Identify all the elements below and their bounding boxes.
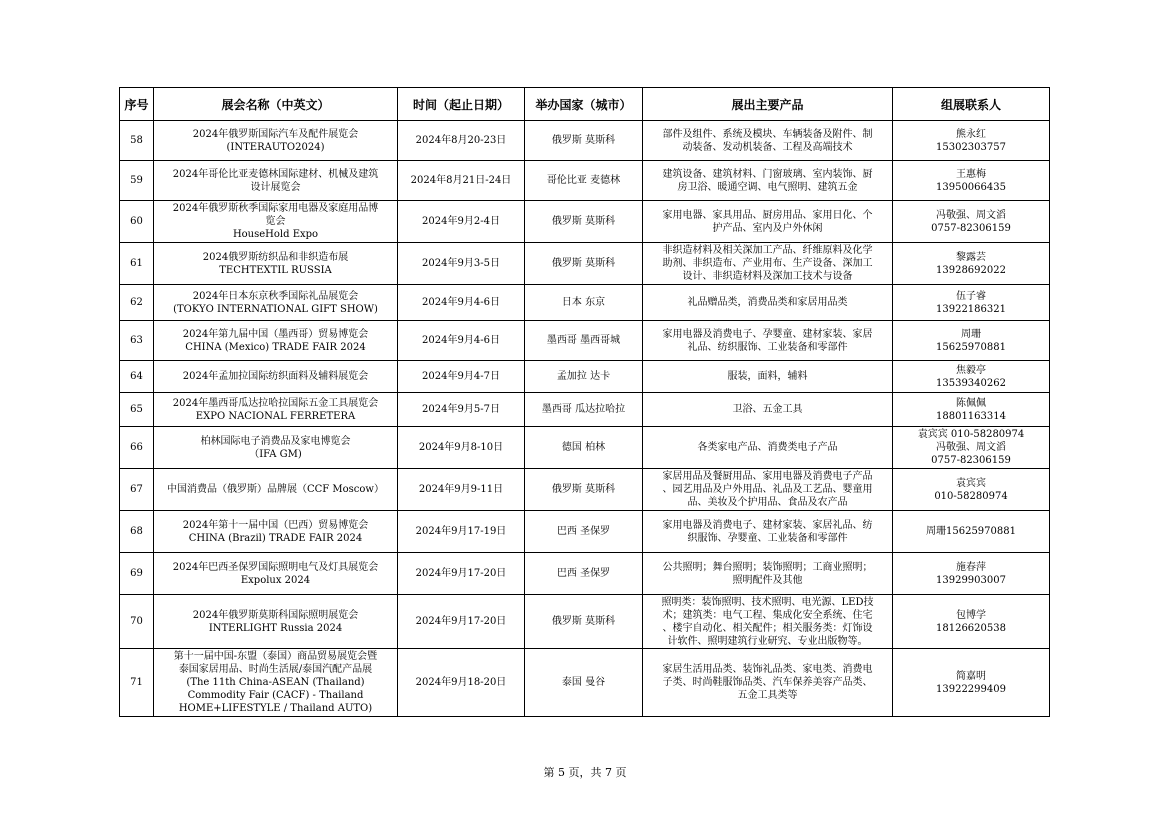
contact-line: 15302303757 <box>936 141 1006 153</box>
table-row <box>120 649 1050 717</box>
cell-products <box>643 427 893 469</box>
cell-no: 70 <box>120 595 154 649</box>
cell-no: 67 <box>120 469 154 511</box>
products-line: 织服饰、孕婴童、工业装备和零部件 <box>687 532 848 544</box>
name-line: 2024年第十一届中国（巴西）贸易博览会 <box>182 519 369 531</box>
products-line: 品、美妆及个护用品、食品及农产品 <box>687 497 848 508</box>
products-line: 礼品赠品类，消费品类和家居用品类 <box>687 297 848 308</box>
contact-line: 18126620538 <box>936 622 1006 634</box>
exhibition-table <box>119 87 1050 717</box>
table-row <box>120 121 1050 161</box>
cell-contact <box>893 243 1050 285</box>
cell-country: 日本 东京 <box>525 285 643 321</box>
cell-no: 69 <box>120 553 154 595</box>
products-line: 家用电器及消费电子、建材家装、家居礼品、纺 <box>662 519 873 531</box>
cell-date: 2024年9月4-6日 <box>398 285 525 321</box>
name-line: 第十一届中国-东盟（泰国）商品贸易展览会暨 <box>173 651 378 662</box>
name-line: TECHTEXTIL RUSSIA <box>219 264 332 276</box>
name-line: 柏林国际电子消费品及家电博览会 <box>200 435 351 447</box>
header-contact: 组展联系人 <box>893 88 1050 121</box>
cell-date: 2024年9月9-11日 <box>398 469 525 511</box>
products-line: 助剂、非织造布、产业用布、生产设备、深加工 <box>662 258 873 269</box>
products-line: 家居用品及餐厨用品、家用电器及消费电子产品 <box>662 471 873 482</box>
cell-date: 2024年9月8-10日 <box>398 427 525 469</box>
cell-country: 俄罗斯 莫斯科 <box>525 201 643 243</box>
contact-line: 陈佩佩 <box>956 397 986 409</box>
name-line: CHINA (Mexico) TRADE FAIR 2024 <box>185 341 366 353</box>
contact-line: 熊永红 <box>956 128 986 140</box>
contact-line: 13950066435 <box>936 181 1006 193</box>
header-row <box>120 88 1050 121</box>
cell-country: 墨西哥 墨西哥城 <box>525 321 643 361</box>
name-line: Expolux 2024 <box>240 574 311 586</box>
contact-line: 13922299409 <box>936 683 1006 695</box>
name-line: 泰国家居用品、时尚生活展/泰国汽配产品展 <box>178 664 373 675</box>
cell-no: 65 <box>120 393 154 427</box>
products-line: 家用电器及消费电子、孕婴童、建材家装、家居 <box>662 328 873 340</box>
cell-name <box>154 469 398 511</box>
name-line: 2024俄罗斯纺织品和非织造布展 <box>202 251 349 263</box>
name-line: HOME+LIFESTYLE / Thailand AUTO) <box>178 703 373 714</box>
page-footer: 第 5 页，共 7 页 <box>543 766 627 779</box>
contact-line: 0757-82306159 <box>931 455 1011 466</box>
cell-no: 59 <box>120 161 154 201</box>
cell-contact <box>893 321 1050 361</box>
name-line: （IFA GM) <box>249 448 302 460</box>
cell-country: 俄罗斯 莫斯科 <box>525 595 643 649</box>
cell-country: 孟加拉 达卡 <box>525 361 643 393</box>
products-line: 动装备、发动机装备、工程及高端技术 <box>682 141 853 153</box>
products-line: 设计、非织造材料及深加工技术与设备 <box>682 271 853 282</box>
products-line: 计软件、照明建筑行业研究、专业出版物等。 <box>667 635 868 647</box>
cell-no: 62 <box>120 285 154 321</box>
table-row <box>120 161 1050 201</box>
cell-name <box>154 361 398 393</box>
cell-country: 巴西 圣保罗 <box>525 553 643 595</box>
cell-country: 俄罗斯 莫斯科 <box>525 469 643 511</box>
table-body <box>120 121 1050 717</box>
cell-products <box>643 285 893 321</box>
contact-line: 周珊 <box>961 328 981 340</box>
contact-line: 伍子睿 <box>956 290 986 302</box>
cell-name <box>154 393 398 427</box>
cell-name <box>154 161 398 201</box>
cell-contact <box>893 511 1050 553</box>
products-line: 卫浴、五金工具 <box>732 404 803 415</box>
cell-products <box>643 595 893 649</box>
products-line: 照明类：装饰照明、技术照明、电光源、LED技 <box>661 596 874 608</box>
products-line: 五金工具类等 <box>737 690 798 701</box>
products-line: 公共照明；舞台照明；装饰照明；工商业照明； <box>662 561 873 573</box>
cell-date: 2024年9月18-20日 <box>398 649 525 717</box>
cell-name <box>154 427 398 469</box>
cell-products <box>643 649 893 717</box>
products-line: 护产品、室内及户外休闲 <box>712 222 823 234</box>
name-line: 2024年俄罗斯秋季国际家用电器及家庭用品博 <box>172 203 379 214</box>
cell-contact <box>893 469 1050 511</box>
table-row <box>120 361 1050 393</box>
cell-name <box>154 595 398 649</box>
name-line: HouseHold Expo <box>232 229 319 240</box>
table-row <box>120 285 1050 321</box>
cell-contact <box>893 161 1050 201</box>
cell-products <box>643 553 893 595</box>
cell-date: 2024年9月5-7日 <box>398 393 525 427</box>
contact-line: 简嘉明 <box>956 670 986 682</box>
contact-line: 包博学 <box>956 609 986 621</box>
cell-no: 71 <box>120 649 154 717</box>
name-line: 设计展览会 <box>250 181 301 193</box>
table-row <box>120 553 1050 595</box>
cell-contact <box>893 361 1050 393</box>
products-line: 家用电器、家具用品、厨房用品、家用日化、个 <box>662 209 873 221</box>
name-line: (The 11th China-ASEAN (Thailand) <box>186 677 365 688</box>
contact-line: 袁宾宾 010-58280974 <box>917 429 1025 440</box>
table-row <box>120 393 1050 427</box>
cell-name <box>154 121 398 161</box>
cell-contact <box>893 285 1050 321</box>
cell-no: 61 <box>120 243 154 285</box>
cell-country: 泰国 曼谷 <box>525 649 643 717</box>
header-name: 展会名称（中英文） <box>154 88 398 121</box>
cell-date: 2024年9月17-19日 <box>398 511 525 553</box>
header-country: 举办国家（城市） <box>525 88 643 121</box>
cell-date: 2024年9月3-5日 <box>398 243 525 285</box>
name-line: 2024年日本东京秋季国际礼品展览会 <box>192 290 359 302</box>
contact-line: 焦毅亭 <box>956 364 986 376</box>
name-line: 2024年俄罗斯国际汽车及配件展览会 <box>192 128 359 140</box>
products-line: 建筑设备、建筑材料、门窗玻璃、室内装饰、厨 <box>662 168 873 180</box>
products-line: 术；建筑类：电气工程、集成化安全系统、住宅 <box>662 609 873 621</box>
products-line: 子类、时尚鞋服饰品类、汽车保养美容产品类、 <box>662 677 873 688</box>
contact-line: 13928692022 <box>936 264 1006 276</box>
cell-date: 2024年9月17-20日 <box>398 595 525 649</box>
name-line: Commodity Fair (CACF) - Thailand <box>187 690 364 701</box>
cell-products <box>643 393 893 427</box>
contact-line: 13929903007 <box>936 574 1006 586</box>
cell-contact <box>893 201 1050 243</box>
name-line: EXPO NACIONAL FERRETERA <box>195 410 356 422</box>
cell-contact <box>893 121 1050 161</box>
cell-products <box>643 469 893 511</box>
name-line: 览会 <box>265 216 286 227</box>
cell-contact <box>893 595 1050 649</box>
cell-no: 66 <box>120 427 154 469</box>
cell-no: 58 <box>120 121 154 161</box>
cell-contact <box>893 649 1050 717</box>
cell-products <box>643 161 893 201</box>
name-line: 2024年巴西圣保罗国际照明电气及灯具展览会 <box>172 561 379 573</box>
contact-line: 18801163314 <box>936 410 1006 422</box>
name-line: 2024年第九届中国（墨西哥）贸易博览会 <box>182 328 369 340</box>
contact-line: 0757-82306159 <box>931 222 1011 234</box>
cell-contact <box>893 427 1050 469</box>
products-line: 礼品、纺织服饰、工业装备和零部件 <box>687 341 848 353</box>
name-line: CHINA (Brazil) TRADE FAIR 2024 <box>188 532 363 544</box>
contact-line: 冯敬强、周文滔 <box>936 209 1006 221</box>
header-products: 展出主要产品 <box>643 88 893 121</box>
products-line: 各类家电产品、消费类电子产品 <box>697 442 838 453</box>
cell-country: 俄罗斯 莫斯科 <box>525 243 643 285</box>
table-row <box>120 201 1050 243</box>
table-row <box>120 243 1050 285</box>
cell-name <box>154 321 398 361</box>
cell-date: 2024年9月17-20日 <box>398 553 525 595</box>
contact-line: 王惠梅 <box>956 168 986 180</box>
cell-products <box>643 511 893 553</box>
contact-line: 13539340262 <box>936 377 1006 389</box>
products-line: 部件及组件、系统及模块、车辆装备及附件、制 <box>662 128 873 140</box>
cell-name <box>154 285 398 321</box>
contact-line: 周珊15625970881 <box>926 526 1016 537</box>
table-row <box>120 427 1050 469</box>
cell-country: 巴西 圣保罗 <box>525 511 643 553</box>
contact-line: 15625970881 <box>936 341 1006 353</box>
cell-country: 俄罗斯 莫斯科 <box>525 121 643 161</box>
products-line: 服装，面料，辅料 <box>727 371 808 382</box>
cell-no: 63 <box>120 321 154 361</box>
table-row <box>120 511 1050 553</box>
products-line: 照明配件及其他 <box>732 574 803 586</box>
products-line: 、园艺用品及户外用品、礼品及工艺品、婴童用 <box>662 484 873 495</box>
name-line: 2024年墨西哥瓜达拉哈拉国际五金工具展览会 <box>172 397 379 409</box>
products-line: 、楼宇自动化、相关配件；相关服务类：灯饰设 <box>662 622 873 634</box>
table-row <box>120 469 1050 511</box>
cell-date: 2024年8月21日-24日 <box>398 161 525 201</box>
cell-date: 2024年9月4-6日 <box>398 321 525 361</box>
cell-date: 2024年9月4-7日 <box>398 361 525 393</box>
cell-no: 68 <box>120 511 154 553</box>
header-date: 时间（起止日期） <box>398 88 525 121</box>
contact-line: 黎露芸 <box>956 251 986 263</box>
cell-name <box>154 201 398 243</box>
cell-country: 德国 柏林 <box>525 427 643 469</box>
cell-country: 墨西哥 瓜达拉哈拉 <box>525 393 643 427</box>
cell-contact <box>893 393 1050 427</box>
contact-line: 13922186321 <box>936 303 1006 315</box>
cell-name <box>154 649 398 717</box>
cell-name <box>154 553 398 595</box>
cell-no: 60 <box>120 201 154 243</box>
cell-products <box>643 243 893 285</box>
cell-name <box>154 511 398 553</box>
name-line: 2024年哥伦比亚麦德林国际建材、机械及建筑 <box>172 168 379 180</box>
contact-line: 施春萍 <box>956 561 986 573</box>
cell-date: 2024年8月20-23日 <box>398 121 525 161</box>
products-line: 非织造材料及相关深加工产品、纤维原料及化学 <box>662 245 873 256</box>
contact-line: 袁宾宾 <box>956 477 986 489</box>
name-line: 2024年孟加拉国际纺织面料及辅料展览会 <box>182 371 369 382</box>
products-line: 房卫浴、暖通空调、电气照明、建筑五金 <box>677 181 858 193</box>
cell-no: 64 <box>120 361 154 393</box>
contact-line: 010-58280974 <box>934 490 1008 502</box>
name-line: 2024年俄罗斯莫斯科国际照明展览会 <box>192 609 359 621</box>
table-row <box>120 321 1050 361</box>
name-line: (TOKYO INTERNATIONAL GIFT SHOW) <box>173 303 378 315</box>
products-line: 家居生活用品类、装饰礼品类、家电类、消费电 <box>662 664 873 675</box>
cell-products <box>643 121 893 161</box>
cell-products <box>643 201 893 243</box>
name-line: 中国消费品（俄罗斯）品牌展（CCF Moscow） <box>167 484 384 495</box>
name-line: (INTERAUTO2024) <box>226 141 325 153</box>
cell-date: 2024年9月2-4日 <box>398 201 525 243</box>
cell-contact <box>893 553 1050 595</box>
name-line: INTERLIGHT Russia 2024 <box>208 622 343 634</box>
cell-name <box>154 243 398 285</box>
cell-products <box>643 321 893 361</box>
cell-products <box>643 361 893 393</box>
table-row <box>120 595 1050 649</box>
cell-country: 哥伦比亚 麦德林 <box>525 161 643 201</box>
contact-line: 冯敬强、周文滔 <box>936 442 1006 453</box>
header-no: 序号 <box>120 88 154 121</box>
